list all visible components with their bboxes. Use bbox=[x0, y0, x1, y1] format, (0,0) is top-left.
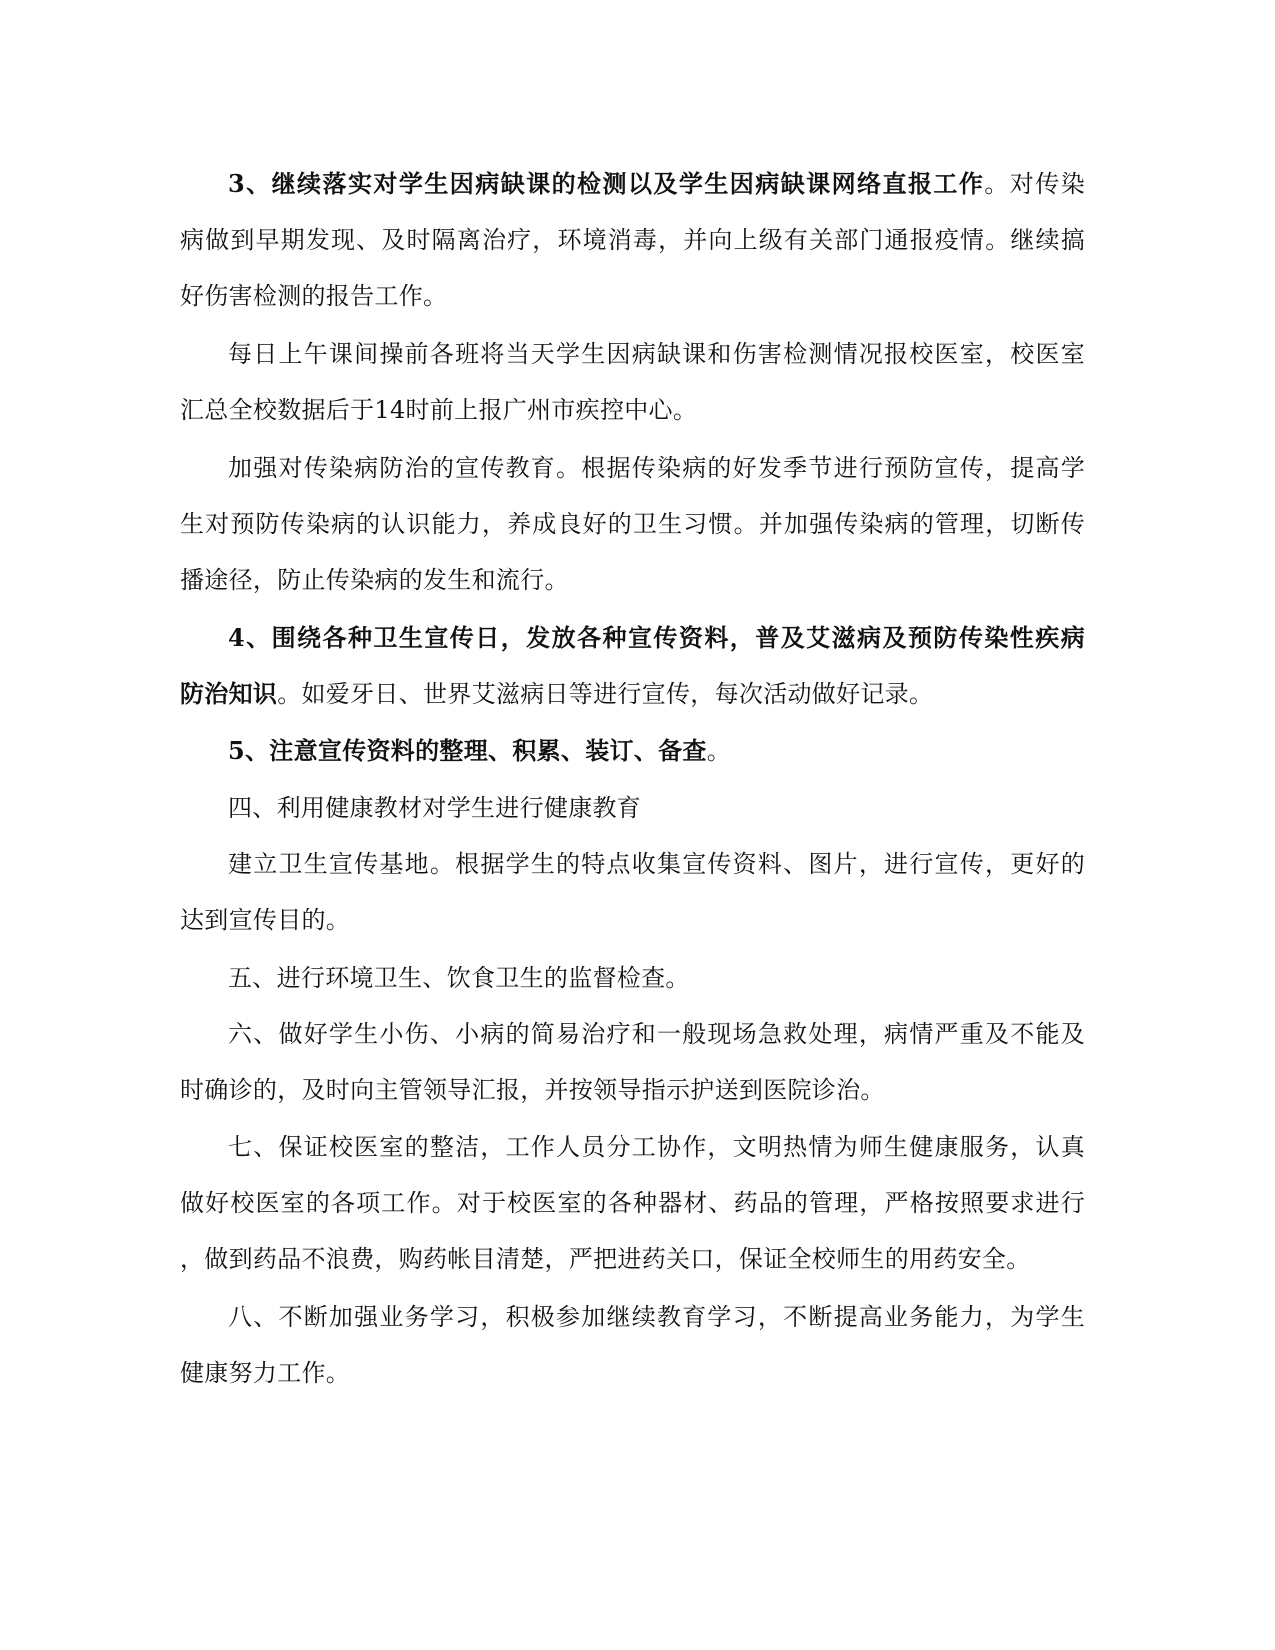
paragraph-daily-line-1: 每日上午课间操前各班将当天学生因病缺课和伤害检测情况报校医室，校医室 bbox=[228, 340, 1085, 368]
paragraph-text: 。 bbox=[706, 737, 732, 765]
paragraph-3-line-1 bbox=[228, 162, 1085, 206]
paragraph-4-line-2 bbox=[180, 672, 933, 716]
paragraph-strengthen-line-3: 播途径，防止传染病的发生和流行。 bbox=[180, 566, 569, 594]
section-eight-line-2: 健康努力工作。 bbox=[180, 1359, 351, 1387]
section-six-line-2: 时确诊的，及时向主管领导汇报，并按领导指示护送到医院诊治。 bbox=[180, 1076, 885, 1104]
bold-heading: 防治知识 bbox=[180, 679, 278, 708]
paragraph-strengthen-line-1: 加强对传染病防治的宣传教育。根据传染病的好发季节进行预防宣传，提高学 bbox=[228, 454, 1085, 482]
paragraph-3-line-2: 病做到早期发现、及时隔离治疗，环境消毒，并向上级有关部门通报疫情。继续搞 bbox=[180, 226, 1085, 254]
paragraph-base-line-2: 达到宣传目的。 bbox=[180, 906, 351, 934]
paragraph-text: 。对传染 bbox=[984, 170, 1085, 198]
section-five-heading: 五、进行环境卫生、饮食卫生的监督检查。 bbox=[228, 964, 690, 992]
paragraph-daily-line-2: 汇总全校数据后于14时前上报广州市疾控中心。 bbox=[180, 396, 698, 424]
section-six-line-1: 六、做好学生小伤、小病的简易治疗和一般现场急救处理，病情严重及不能及 bbox=[228, 1020, 1085, 1048]
paragraph-base-line-1: 建立卫生宣传基地。根据学生的特点收集宣传资料、图片，进行宣传，更好的 bbox=[228, 850, 1085, 878]
bold-heading: 5、注意宣传资料的整理、积累、装订、备查 bbox=[228, 736, 707, 765]
paragraph-text: 。如爱牙日、世界艾滋病日等进行宣传，每次活动做好记录。 bbox=[277, 680, 934, 708]
paragraph-3-line-3: 好伤害检测的报告工作。 bbox=[180, 282, 448, 310]
paragraph-5-line-1 bbox=[228, 729, 731, 773]
section-eight-line-1: 八、不断加强业务学习，积极参加继续教育学习，不断提高业务能力，为学生 bbox=[228, 1303, 1085, 1331]
section-seven-line-3: ，做到药品不浪费，购药帐目清楚，严把进药关口，保证全校师生的用药安全。 bbox=[180, 1245, 1031, 1273]
section-seven-line-2: 做好校医室的各项工作。对于校医室的各种器材、药品的管理，严格按照要求进行 bbox=[180, 1189, 1085, 1217]
bold-heading: 3、继续落实对学生因病缺课的检测以及学生因病缺课网络直报工作 bbox=[228, 169, 985, 198]
paragraph-4-line-1: 4、围绕各种卫生宣传日，发放各种宣传资料，普及艾滋病及预防传染性疾病 bbox=[228, 623, 1085, 652]
paragraph-strengthen-line-2: 生对预防传染病的认识能力，养成良好的卫生习惯。并加强传染病的管理，切断传 bbox=[180, 510, 1085, 538]
section-seven-line-1: 七、保证校医室的整洁，工作人员分工协作，文明热情为师生健康服务，认真 bbox=[228, 1133, 1085, 1161]
section-four-heading: 四、利用健康教材对学生进行健康教育 bbox=[228, 794, 642, 822]
